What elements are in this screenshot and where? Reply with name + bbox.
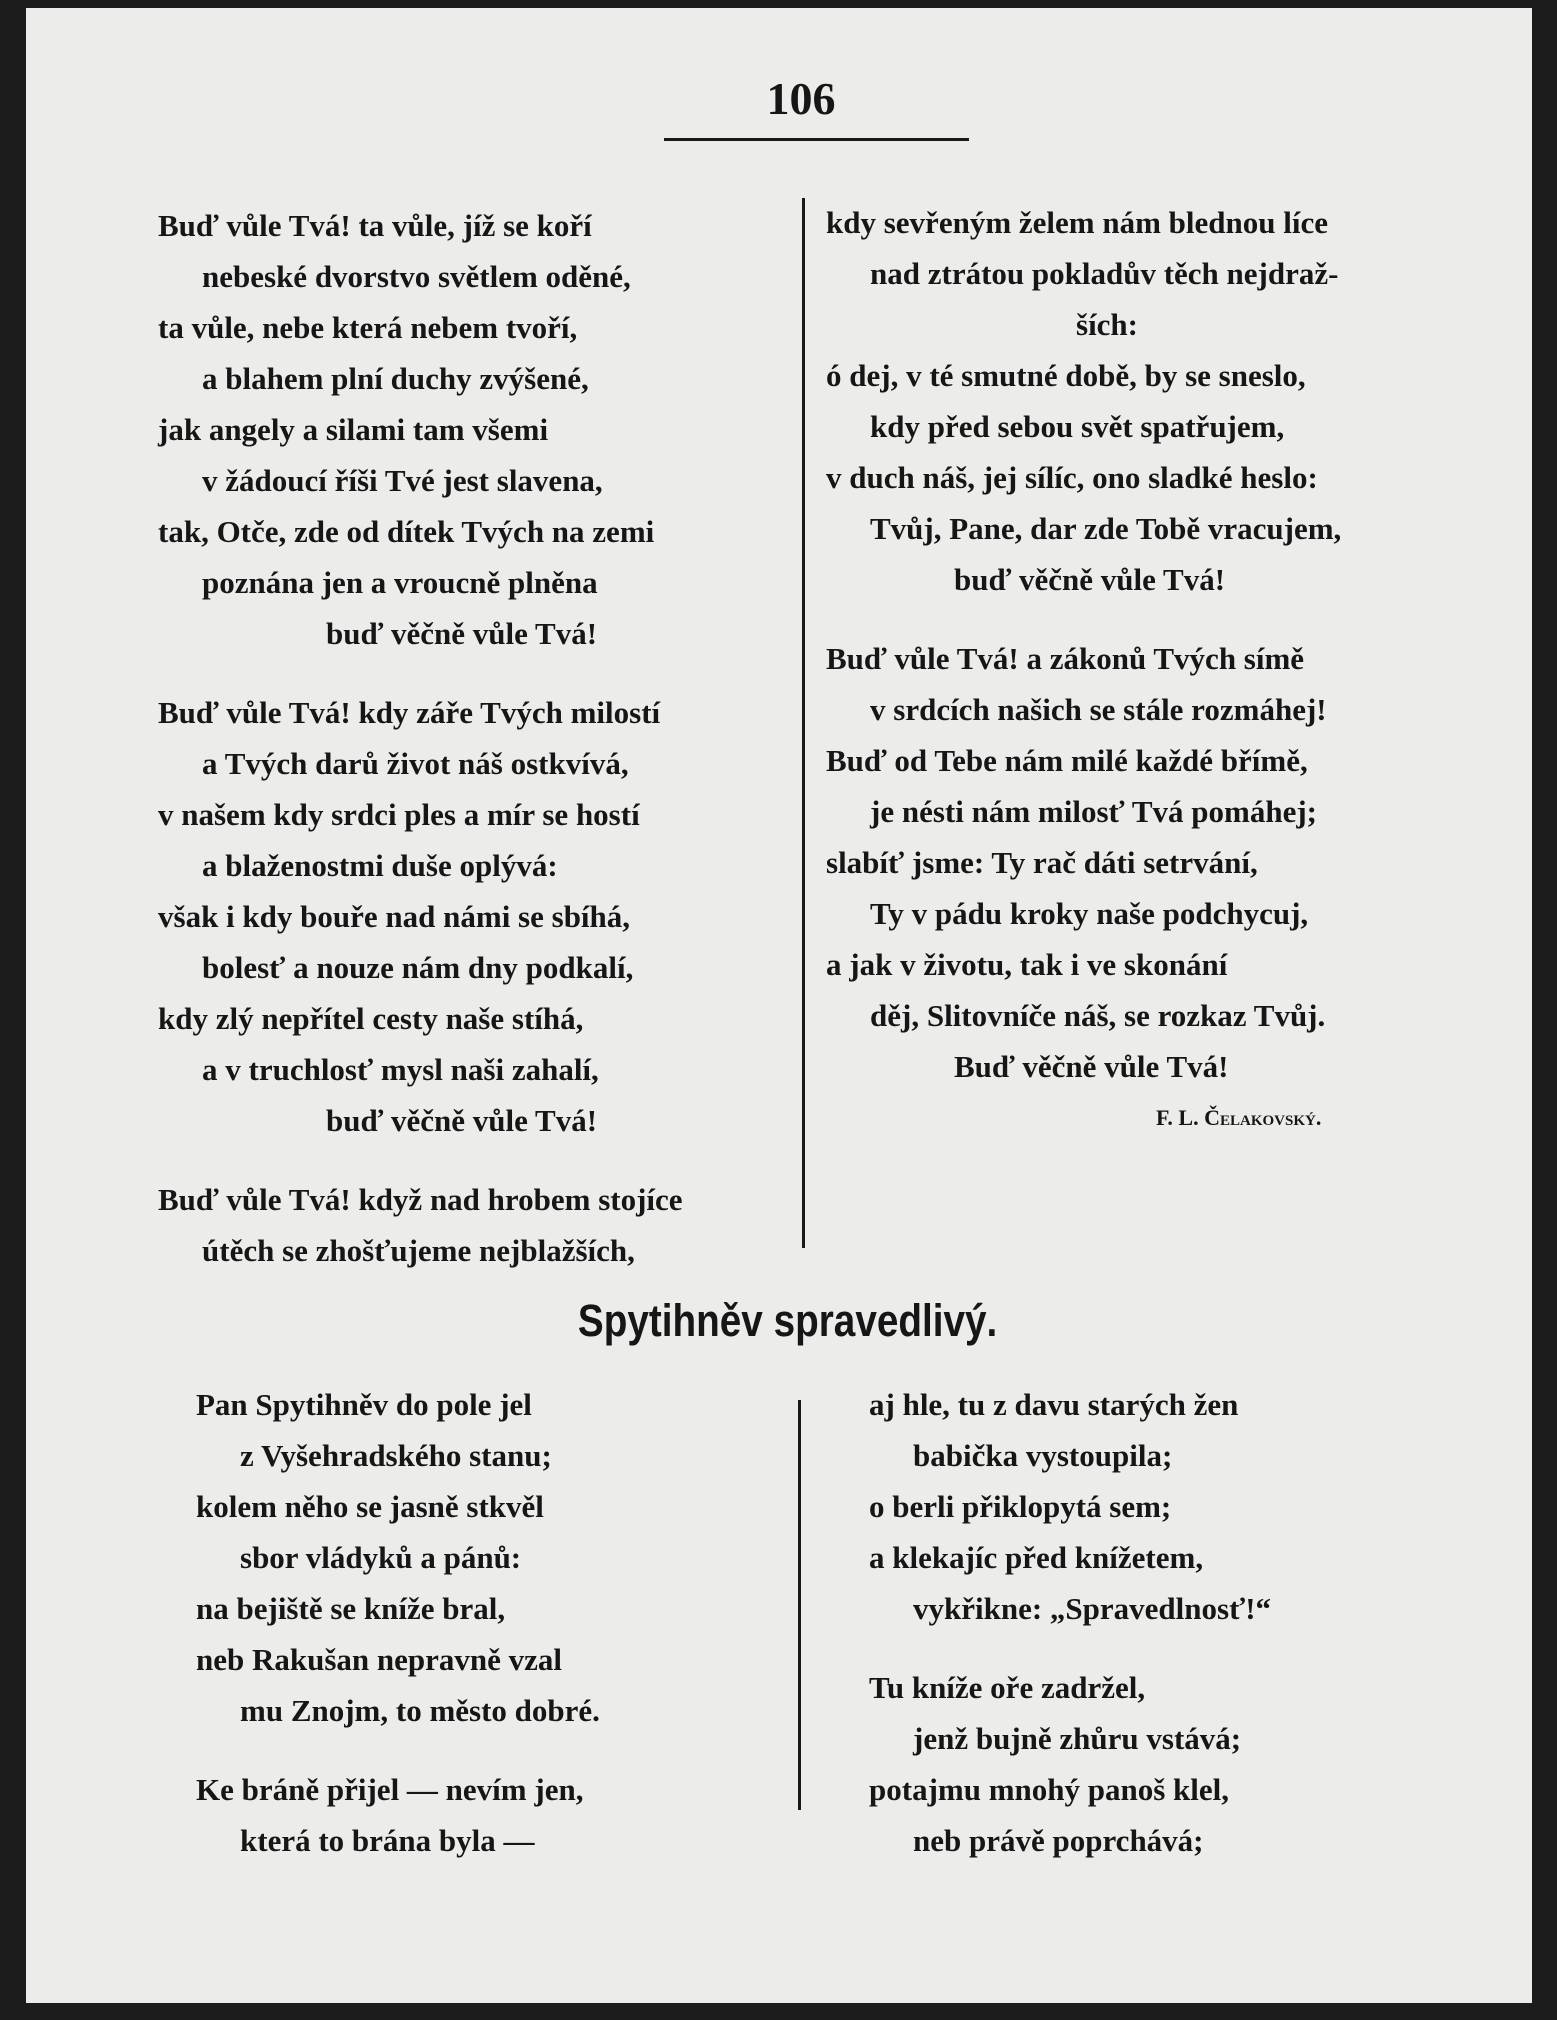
book-page: [26, 8, 1532, 2003]
poem1-left-column: [158, 200, 683, 1276]
verse-line: ta vůle, nebe která nebem tvoří,: [158, 310, 578, 345]
verse-line: mu Znojm, to město dobré.: [240, 1693, 600, 1728]
verse-line: potajmu mnohý panoš klel,: [869, 1772, 1230, 1807]
verse-line: v srdcích našich se stále rozmáhej!: [870, 692, 1327, 727]
verse-line: buď věčně vůle Tvá!: [954, 562, 1226, 597]
verse-line: neb Rakušan nepravně vzal: [196, 1642, 563, 1677]
verse-line: Buď vůle Tvá! když nad hrobem stojíce: [158, 1182, 683, 1217]
verse-line: kdy zlý nepřítel cesty naše stíhá,: [158, 1001, 584, 1036]
poem-author: F. L. Čelakovský.: [1156, 1105, 1322, 1130]
verse-line: neb právě poprchává;: [913, 1823, 1204, 1858]
verse-line: babička vystoupila;: [913, 1438, 1173, 1473]
verse-line: je nésti nám milosť Tvá pomáhej;: [870, 794, 1317, 829]
column-divider: [802, 198, 805, 1248]
verse-line: která to brána byla —: [240, 1823, 535, 1858]
verse-line: Buď vůle Tvá! a zákonů Tvých símě: [826, 641, 1305, 676]
verse-line: Buď věčně vůle Tvá!: [954, 1049, 1229, 1084]
stanza-gap: [196, 1736, 600, 1764]
verse-line: na bejiště se kníže bral,: [196, 1591, 506, 1626]
verse-line: jak angely a silami tam všemi: [158, 412, 549, 447]
verse-line: v žádoucí říši Tvé jest slavena,: [202, 463, 603, 498]
verse-line: ších:: [1076, 307, 1138, 342]
verse-line: a Tvých darů život náš ostkvívá,: [202, 746, 629, 781]
stanza-gap: [869, 1634, 1271, 1662]
verse-line: a jak v životu, tak i ve skonání: [826, 947, 1228, 982]
verse-line: aj hle, tu z davu starých žen: [869, 1387, 1239, 1422]
verse-line: v duch náš, jej sílíc, ono sladké heslo:: [826, 460, 1318, 495]
verse-line: sbor vládyků a pánů:: [240, 1540, 522, 1575]
column-divider: [798, 1400, 801, 1810]
page-number-rule: [664, 138, 969, 141]
verse-line: poznána jen a vroucně plněna: [202, 565, 598, 600]
verse-line: Tvůj, Pane, dar zde Tobě vracujem,: [870, 511, 1342, 546]
verse-line: buď věčně vůle Tvá!: [326, 616, 598, 651]
verse-line: bolesť a nouze nám dny podkalí,: [202, 950, 634, 985]
verse-line: vykřikne: „Spravedlnosť!“: [913, 1591, 1272, 1626]
stanza-gap: [826, 605, 1341, 633]
verse-line: kdy před sebou svět spatřujem,: [870, 409, 1285, 444]
verse-line: nebeské dvorstvo světlem oděné,: [202, 259, 631, 294]
verse-line: útěch se zhošťujeme nejblažších,: [202, 1233, 635, 1268]
verse-line: slabíť jsme: Ty rač dáti setrvání,: [826, 845, 1258, 880]
poem1-right-column: [826, 197, 1341, 1143]
poem-title: Spytihněv spravedlivý.: [577, 1295, 998, 1346]
verse-line: a v truchlosť mysl naši zahalí,: [202, 1052, 599, 1087]
verse-line: Pan Spytihněv do pole jel: [196, 1387, 532, 1422]
page-number: 106: [766, 73, 836, 124]
verse-line: v našem kdy srdci ples a mír se hostí: [158, 797, 640, 832]
verse-line: nad ztrátou pokladův těch nejdraž-: [870, 256, 1339, 291]
verse-line: Buď vůle Tvá! ta vůle, jíž se koří: [158, 208, 592, 243]
verse-line: Tu kníže oře zadržel,: [869, 1670, 1146, 1705]
verse-line: a blaženostmi duše oplývá:: [202, 848, 558, 883]
verse-line: děj, Slitovníče náš, se rozkaz Tvůj.: [870, 998, 1326, 1033]
verse-line: kolem něho se jasně stkvěl: [196, 1489, 544, 1524]
verse-line: jenž bujně zhůru vstává;: [913, 1721, 1242, 1756]
verse-line: o berli přiklopytá sem;: [869, 1489, 1172, 1524]
verse-line: buď věčně vůle Tvá!: [326, 1103, 598, 1138]
verse-line: ó dej, v té smutné době, by se sneslo,: [826, 358, 1306, 393]
verse-line: a klekajíc před knížetem,: [869, 1540, 1204, 1575]
verse-line: Buď vůle Tvá! kdy záře Tvých milostí: [158, 695, 661, 730]
verse-line: Buď od Tebe nám milé každé břímě,: [826, 743, 1308, 778]
poem2-left-column: [196, 1379, 600, 1866]
verse-line: a blahem plní duchy zvýšené,: [202, 361, 589, 396]
stanza-gap: [158, 1146, 683, 1174]
verse-line: tak, Otče, zde od dítek Tvých na zemi: [158, 514, 655, 549]
verse-line: Ty v pádu kroky naše podchycuj,: [870, 896, 1309, 931]
verse-line: však i kdy bouře nad námi se sbíhá,: [158, 899, 631, 934]
poem2-right-column: [869, 1379, 1271, 1866]
verse-line: kdy sevřeným želem nám blednou líce: [826, 205, 1328, 240]
verse-line: Ke bráně přijel — nevím jen,: [196, 1772, 584, 1807]
stanza-gap: [158, 659, 683, 687]
verse-line: z Vyšehradského stanu;: [240, 1438, 552, 1473]
